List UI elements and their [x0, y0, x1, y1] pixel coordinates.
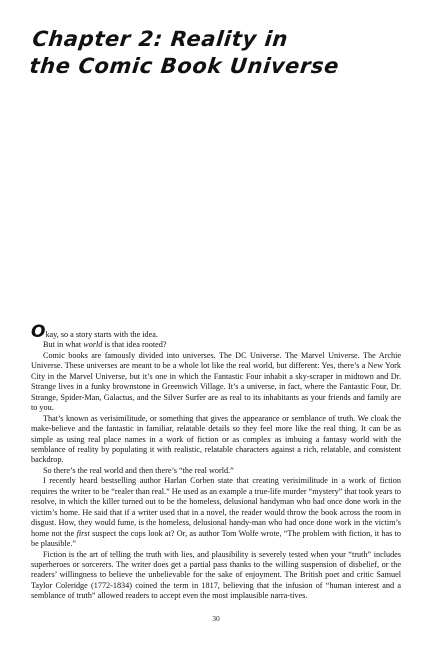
- paragraph-2: [31, 340, 401, 350]
- paragraph-4: That’s known as verisimilitude, or something that gives the appearance or semblance of truth. We cloak the make-believe and the fantastic in familiar, relatable details so they feel more like the real thing. It can be as simple as using real place names in a work of fiction or as complex as imbuing a fantasy world with the semblance of reality by populating it with realistic, relatable characters against a rich, relatable, and consistent backdrop.: [31, 413, 401, 465]
- initial-letter: O: [31, 322, 46, 342]
- paragraph-1: [31, 322, 401, 342]
- chapter-title-line-1: Chapter 2: Reality in: [31, 27, 290, 51]
- paragraph-7: Fiction is the art of telling the truth with lies, and plausibility is severely tested when your “truth” includes superheroes or sorcerers. The writer does get a partial pass thanks to the willing suspension of disbelief, or the readers’ willingness to believe the unbelievable for the sake of enjoyment. The British poet and critic Samuel Taylor Coleridge (1772-1834) coined the term in 1817, believing that the infusion of “human interest and a semblance of truth” allowed readers to accept even the most implausible narra-tives.: [31, 549, 401, 601]
- chapter-title: [28, 26, 414, 80]
- paragraph-6: [31, 476, 401, 549]
- paragraph-1-text: kay, so a story starts with the idea.: [45, 330, 158, 339]
- page-number: 30: [212, 614, 220, 623]
- paragraph-2-text-a: But in what: [43, 340, 84, 350]
- chapter-title-line-2: the Comic Book Universe: [28, 54, 341, 78]
- paragraph-3: Comic books are famously divided into universes. The DC Universe. The Marvel Universe. The Archie Universe. These universes are meant to be a whole lot like the real world, but different: Yes, there’s a New York City in the Marvel Universe, but it’s one in which the Fantastic Four inhabit a sky-scraper in midtown and Dr. Strange lives in a funky brownstone in Greenwich Village. It’s a universe, in fact, where the Fantastic Four, Dr. Strange, Spider-Man, Galactus, and the Silver Surfer are as real to its inhabitants as your friends and family are to you.: [31, 350, 401, 413]
- body-text: [31, 322, 401, 602]
- paragraph-2-text-b: is that idea rooted?: [102, 340, 167, 350]
- emphasis-first: first: [76, 528, 90, 538]
- paragraph-6-text-b: suspect the cops look at? Or, as author Tom Wolfe wrote, “The problem with fiction, it has to be plausible.”: [31, 528, 401, 549]
- paragraph-6-text-a: I recently heard bestselling author Harlan Corben state that creating verisimilitude in a work of fiction requires the writer to be “realer than real.” He used as an example a true-life murder “mystery” that took years to resolve, in which the killer turned out to be the homeless, delusional handyman who had once done work in the victim’s home. He said that if a writer used that in a novel, the reader would throw the book across the room in disgust. How, they would fume, is the homeless, delusional handy-man who had once done work in the victim’s home not the: [31, 476, 401, 538]
- paragraph-5: So there’s the real world and then there’s “the real world.”: [43, 465, 234, 475]
- emphasis-world: world: [83, 340, 103, 350]
